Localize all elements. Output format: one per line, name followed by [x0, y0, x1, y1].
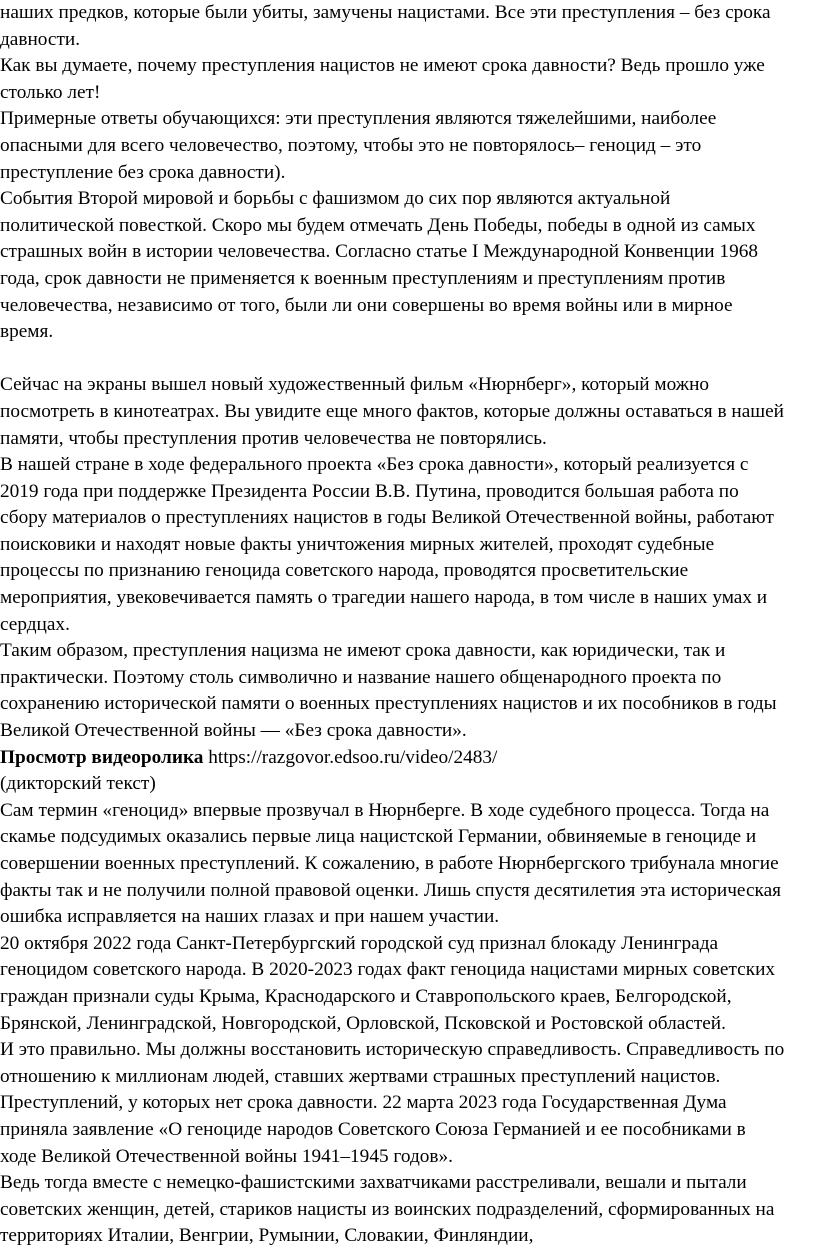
- paragraph-3: Примерные ответы обучающихся: эти преступления являются тяжелейшими, наиболее опасными для всего человечество, поэтому, чтобы это не повторялось– геноцид – это преступление без срока давности).: [0, 108, 717, 183]
- paragraph-7: Таким образом, преступления нацизма не имеют срока давности, как юридически, так и практически. Поэтому столь символично и название нашего общенародного проекта по сохранению исторической памяти о военных преступлениях нацистов и их пособников в годы Великой Отечественной войны — «Без срока давности».: [0, 640, 777, 742]
- paragraph-1: наших предков, которые были убиты, замучены нацистами. Все эти преступления – без срока давности.: [0, 2, 771, 50]
- paragraph-10: И это правильно. Мы должны восстановить историческую справедливость. Справедливость по отношению к миллионам людей, ставших жертвами страшных преступлений нацистов. Преступлений, у которых нет срока давности. 22 марта 2023 года Государственная Дума приняла заявление «О геноциде народов Советского Союза Германией и ее пособниками в ходе Великой Отечественной войны 1941–1945 годов».: [0, 1039, 785, 1167]
- video-line: [0, 745, 816, 772]
- paragraph-6: В нашей стране в ходе федерального проекта «Без срока давности», который реализуется с 2019 года при поддержке Президента России В.В. Путина, проводится большая работа по сбору материалов о преступлениях нацистов в годы Великой Отечественной войны, работают поисковики и находят новые факты уничтожения мирных жителей, проходят судебные процессы по признанию геноцида советского народа, проводятся просветительские мероприятия, увековечивается память о трагедии нашего народа, в том числе в наших умах и сердцах.: [0, 454, 774, 635]
- paragraph-11: Ведь тогда вместе с немецко-фашистскими захватчиками расстреливали, вешали и пытали советских женщин, детей, стариков нацисты из воинских подразделений, сформированных на территориях Италии, Венгрии, Румынии, Словакии, Финляндии,: [0, 1172, 775, 1247]
- blank-line: [0, 346, 816, 373]
- narrator-note: (дикторский текст): [0, 773, 156, 795]
- video-label: Просмотр видеоролика: [0, 746, 204, 768]
- paragraph-8: Сам термин «геноцид» впервые прозвучал в Нюрнберге. В ходе судебного процесса. Тогда на скамье подсудимых оказались первые лица нацистской Германии, обвиняемые в геноциде и совершении военных преступлений. К сожалению, в работе Нюрнбергского трибунала многие факты так и не получили полной правовой оценки. Лишь спустя десятилетия эта историческая ошибка исправляется на наших глазах и при нашем участии.: [0, 799, 782, 928]
- paragraph-4: События Второй мировой и борьбы с фашизмом до сих пор являются актуальной политической повесткой. Скоро мы будем отмечать День Победы, победы в одной из самых страшных войн в истории человечества. Согласно статье I Международной Конвенции 1968 года, срок давности не применяется к военным преступлениям и преступлениям против человечества, независимо от того, были ли они совершены во время войны или в мирное время.: [0, 188, 758, 343]
- paragraph-2: Как вы думаете, почему преступления нацистов не имеют срока давности? Ведь прошло уже столько лет!: [0, 55, 765, 103]
- paragraph-9: 20 октября 2022 года Санкт-Петербургский городской суд признал блокаду Ленинграда геноцидом советского народа. В 2020-2023 годах факт геноцида нацистами мирных советских граждан признали суды Крыма, Краснодарского и Ставропольского краев, Белгородской, Брянской, Ленинградской, Новгородской, Орловской, Псковской и Ростовской областей.: [0, 932, 776, 1034]
- paragraph-5: Сейчас на экраны вышел новый художественный фильм «Нюрнберг», который можно посмотреть в кинотеатрах. Вы увидите еще много фактов, которые должны оставаться в нашей памяти, чтобы преступления против человечества не повторялись.: [0, 374, 784, 449]
- video-url: https://razgovor.edsoo.ru/video/2483/: [203, 746, 498, 768]
